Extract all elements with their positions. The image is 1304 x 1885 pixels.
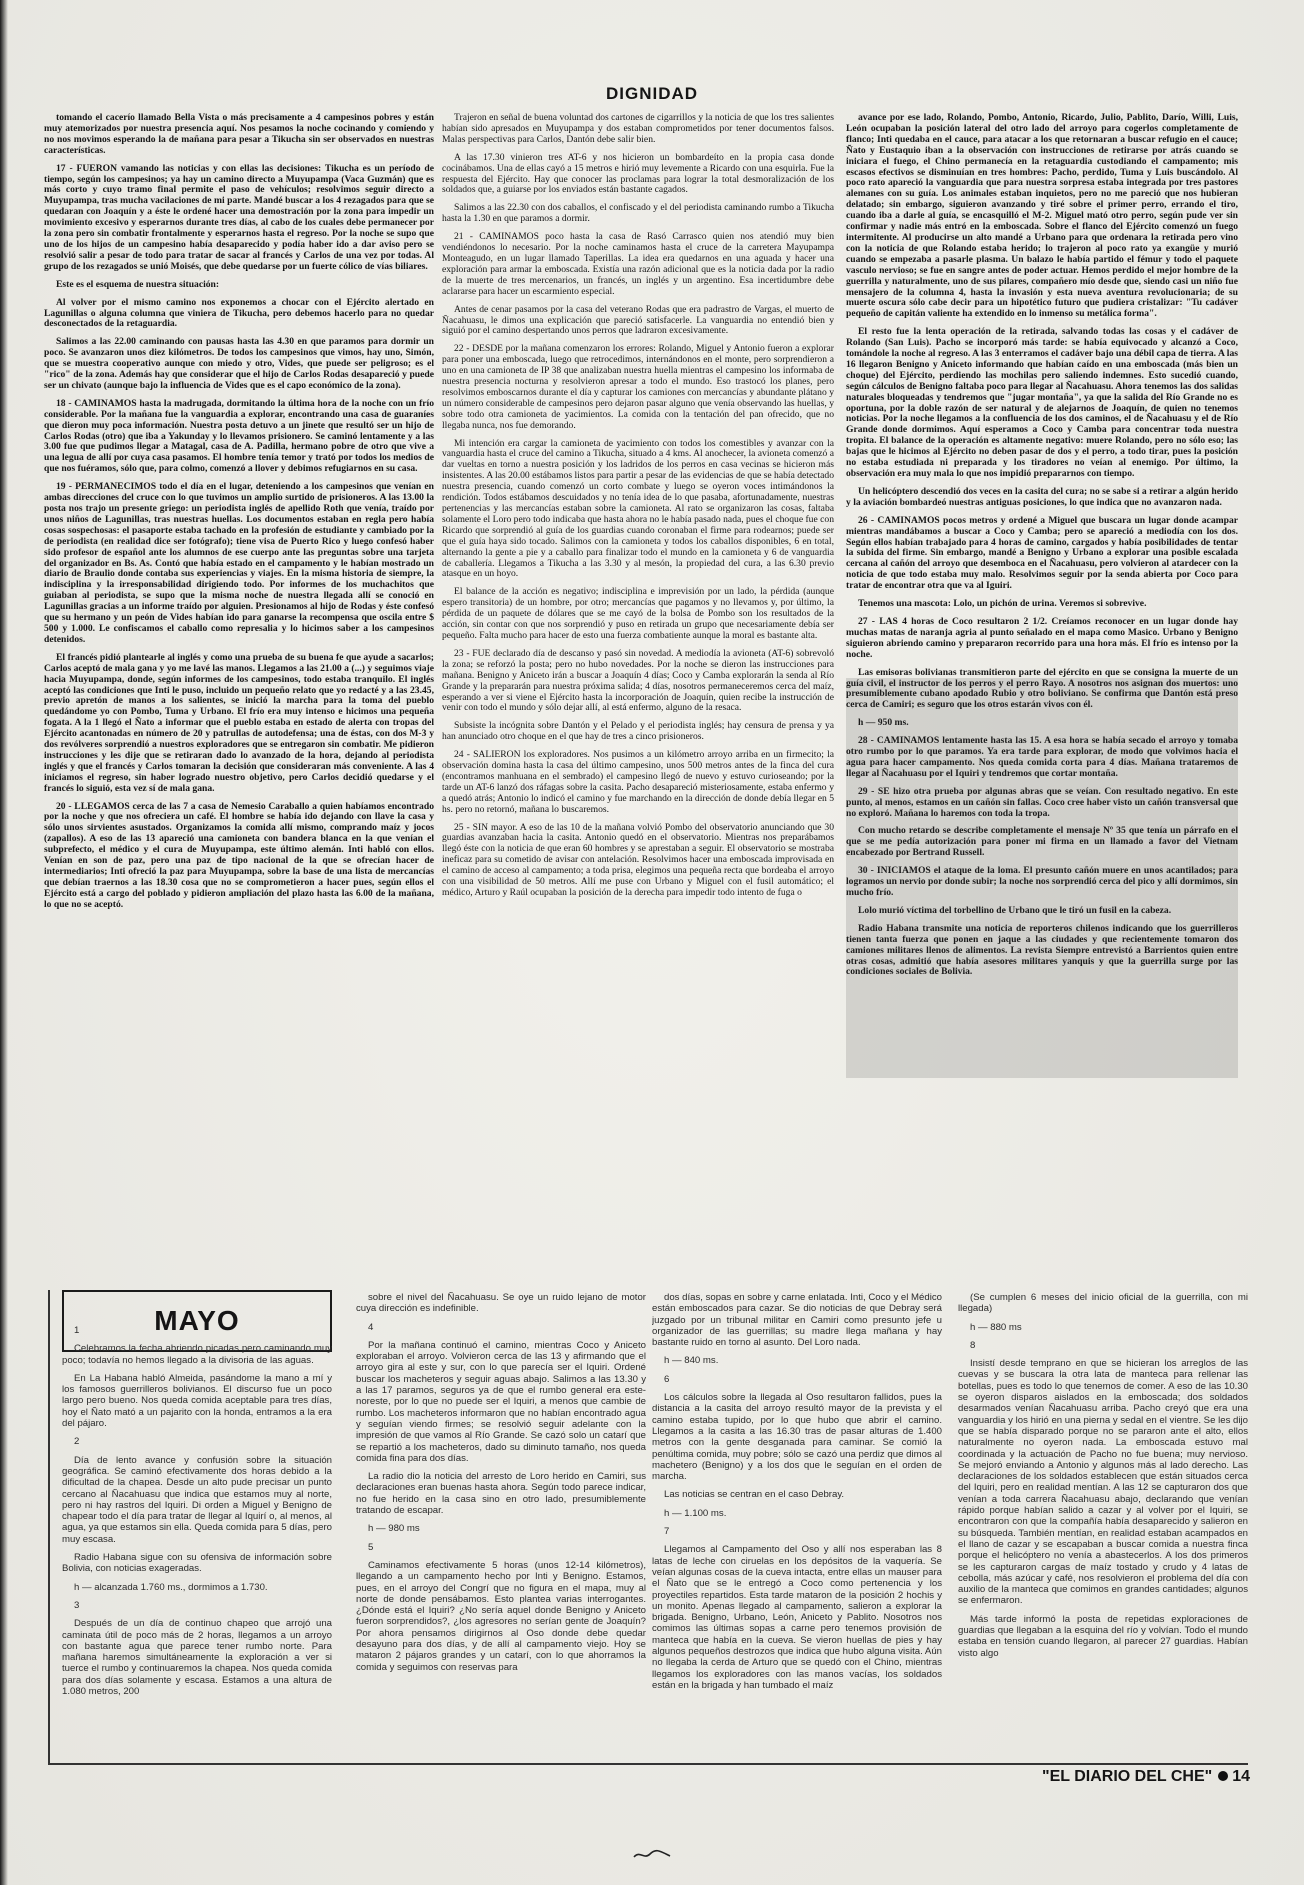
month-heading-mayo: MAYO — [62, 1290, 332, 1352]
paragraph: 20 - LLEGAMOS cerca de las 7 a casa de Nemesio Caraballo a quien habíamos encontrado por la noche y que nos ofreciera un café. El hombre se había ido dejando con llave la casa y sólo unos sirvientes asustados. Organizamos la comida allí mismo, comprando maíz y jocos (zapallos). A eso de las 13 apareció una camioneta con bandera blanca en la que venían el subprefecto, el médico y el cura de Muyupampa, este último alemán. Inti habló con ellos. Venían en son de paz, pero una paz de tipo nacional de la que se ofrecían hacer de intermediarios; Inti ofreció la paz para Muyupampa, sobre la base de una lista de mercancías que debían traernos a las 18.30 cosa que no se comprometieron a hacer pues, según ellos el Ejército está a cargo del poblado y pidieron ampliación del plazo hasta las 6.00 de la mañana, lo que no se aceptó. — [44, 800, 434, 910]
day-number: 6 — [664, 1373, 670, 1385]
day-number: 3 — [74, 1599, 80, 1611]
day-number: 7 — [664, 1526, 670, 1538]
paragraph: Los cálculos sobre la llegada al Oso resultaron fallidos, pues la distancia a la casita del arroyo resultó mayor de la prevista y el camino estaba tupido, por lo que hubo que abrir el camino. Llegamos a la casita a las 16.30 tras de pasar alturas de 1.400 metros con la gente desganada para caminar. Se comió la penúltima comida, muy pobre; sólo se cazó una perdiz que dimos al machetero (Benigno) y a los dos que le seguían en el orden de marcha. — [652, 1392, 942, 1483]
paragraph: tomando el cacerío llamado Bella Vista o más precisamente a 4 campesinos pobres y están muy atemorizados por nuestra presencia aquí. Nos pesamos la noche cocinando y comiendo y no nos movimos esperando la de mañana para pesar a Tikucha sin ser observados en nuestras características. — [44, 113, 434, 156]
paragraph: Al volver por el mismo camino nos exponemos a chocar con el Ejército alertado en Lagunillas o alguna columna que viniera de Tikucha, pero debemos hacerlo para no quedar desconectados de la retaguardia. — [44, 296, 434, 330]
paragraph: 21 - CAMINAMOS poco hasta la casa de Rasó Carrasco quien nos atendió muy bien vendiéndonos lo necesario. Por la noche caminamos hasta el cruce de la carretera Mayupampa Monteagudo, en un lugar llamado Taperillas. La idea era quedarnos en una aguada y hacer una exploración para armar la emboscada. Existía una razón adicional que es la noticia dada por la radio de la muerte de tres mercenarios, un francés, un inglés y un argentino. Esa incertidumbre debe aclararse para hacer un escarmiento especial. — [442, 231, 834, 297]
bullet-icon — [1218, 1771, 1228, 1781]
day-number: 8 — [970, 1339, 976, 1351]
paragraph: Un helicóptero descendió dos veces en la casita del cura; no se sabe si a retirar a algún herido y la aviación bombardeó nuestras antiguas posiciones, lo que indica que no avanzaron nada. — [846, 485, 1238, 508]
paragraph: Radio Habana sigue con su ofensiva de información sobre Bolivia, con noticias exageradas. — [62, 1552, 332, 1575]
paragraph: Día de lento avance y confusión sobre la situación geográfica. Se caminó efectivamente dos horas debido a la dificultad de la chapea. Desde un alto pude precisar un punto cercano al Ñacahuasu que indica que estamos muy al norte, pero ni hay rastros del Iquiri. Di orden a Miguel y Benigno de chapear todo el día para tratar de llegar al Iquirí o, al menos, al agua, ya que estamos sin ella. Queda comida para 5 días, pero muy escasa. — [62, 1454, 332, 1545]
page-header-title: DIGNIDAD — [605, 84, 699, 103]
paragraph: 23 - FUE declarado día de descanso y pasó sin novedad. A mediodía la avioneta (AT-6) sobrevoló la zona; se reforzó la posta; pero no hubo novedades. Por la noche se dieron las instrucciones para mañana. Benigno y Aniceto irán a buscar a Joaquín 4 días; Coco y Camba explorarán la senda al Río Grande y la prepararán para nuestra próxima salida; 4 días, nosotros permaneceremos cerca del maíz, esperando a ver si viene el Ejército hasta la incorporación de Joaquín, quien recibe la instrucción de venir con todo el mundo y sólo dejar allí, al está enfermo, alguno de la resaca. — [442, 647, 834, 714]
paragraph: Salimos a las 22.00 caminando con pausas hasta las 4.30 en que paramos para dormir un poco. Se avanzaron unos diez kilómetros. De todos los campesinos que vimos, hay uno, Simón, que se muestra cooperativo aunque con miedo y otro, Vides, que puede ser peligroso; es el "rico" de la zona. Además hay que considerar que el hijo de Carlos Rodas desapareció y puede ser un chivato (aunque bajo la influencia de Vides que es el capo económico de la zona). — [44, 336, 434, 391]
paragraph: Con mucho retardo se describe completamente el mensaje Nº 35 que tenía un párrafo en el que se me pedía autorización para poner mi firma en un llamado a favor del Vietnam encabezado por Bertrand Russell. — [846, 825, 1238, 859]
may-column-3 — [652, 1292, 942, 1762]
paragraph: h — alcanzada 1.760 ms., dormimos a 1.730. — [74, 1581, 268, 1593]
paragraph: Salimos a las 22.30 con dos caballos, el confiscado y el del periodista caminando rumbo a Tikucha hasta la 1.30 en que paramos a dormir. — [442, 202, 834, 225]
article-column-2 — [442, 113, 834, 1268]
paragraph: Insistí desde temprano en que se hicieran los arreglos de las cuevas y se buscara la otra lata de manteca para rellenar las botellas, pues es todo lo que tenemos de comer. A eso de las 10.30 se oyeron disparos aislados en la emboscada; dos soldados desarmados venían Ñacahuasu arriba. Pacho creyó que era una vanguardia y los hirió en una pierna y sedal en el vientre. Se les dijo que se había disparado porque no se pararon ante el alto, ellos naturalmente no oyeron nada. La emboscada estuvo mal coordinada y la actuación de Pacho no fue buena; muy nervioso. Se mejoró enviando a Antonio y algunos más al lado derecho. Las declaraciones de los soldados establecen que están situados cerca del Iquiri, pero en realidad mentían. A las 12 se capturaron dos que venían a toda carrera Ñacahuasu abajo, declarando que venían rápido porque habían salido a cazar y al volver por el Iquiri, se encontraron con que la compañía había desaparecido y salieron en su búsqueda. También mentían, en realidad estaban acampados en el llano de cazar y se escapaban a buscar comida a nuestra finca porque el helicóptero no venía a abastecerlos. A los dos primeros se les capturaron cargas de maíz tostado y crudo y 4 latas de cebolla, más azúcar y café, nos resolvieron el problema del día con auxilio de la manteca que comimos en grandes cantidades; algunos se enfermaron. — [958, 1358, 1248, 1607]
paragraph: h — 840 ms. — [664, 1355, 719, 1367]
paragraph: A las 17.30 vinieron tres AT-6 y nos hicieron un bombardeíto en la propia casa donde cocinábamos. Una de ellas cayó a 15 metros e hirió muy levemente a Ricardo con una esquirla. Fue la respuesta del Ejército. Hay que conocer las proclamas para lograr la total desmoralización de los soldados que, a guiarse por los enviados están bastante cagados. — [442, 151, 834, 196]
paragraph: h — 980 ms — [368, 1523, 420, 1535]
paragraph: 18 - CAMINAMOS hasta la madrugada, dormitando la última hora de la noche con un frío considerable. Por la mañana fue la vanguardia a explorar, encontrando una casa de guaraníes que dieron muy poca información. Nuestra posta detuvo a un jinete que resultó ser un hijo de Carlos Rodas (otro) que iba a Yakunday y lo llevamos prisionero. Se caminó lentamente y a las 3.00 fue que pudimos llegar a Matagal, casa de A. Padilla, hermano pobre de otro que vive a una legua de allí por cuya casa pasamos. El hombre tenía temor y trató por todos los medios de que nos fuéramos, sólo que, para colmo, comenzó a llover y debimos refugiarnos en su casa. — [44, 397, 434, 475]
paragraph: avance por ese lado, Rolando, Pombo, Antonio, Ricardo, Julio, Pablito, Darío, Willi, Luis, León ocupaban la posición lateral del otro lado del arroyo para cogerlos completamente de flanco; Inti quedaba en el cauce, para atacar a los que retornaran a buscar refugio en el cauce; Ñato y Eustaquio iban a la observación con instrucciones de retirarse por atrás cuando se iniciara el fuego, el Chino permanecía en la retaguardia custodiando el campamento; mis escasos efectivos se disminuían en tres hombres: Pacho, perdido, Tuma y Luis buscándolo. Al poco rato apareció la vanguardia que para nuestra sorpresa estaba integrada por tres pastores alemanes con su guía. Los animales estaban inquietos, pero no me pareció que nos hubieran delatado; sin embargo, siguieron avanzando y tiré sobre el primer perro, errando el tiro, cuando iba a darle al guía, se encasquilló el M-2. Miguel mató otro perro, según pude ver sin confirmar y nadie más entró en la emboscada. Sobre el flanco del Ejército comenzó un fuego intermitente. Al producirse un alto mandé a Urbano para que ordenara la retirada pero vino con la noticia de que Rolando estaba herido; lo trajeron al poco rato ya exangüe y murió cuando se empezaba a pasarle plasma. Un balazo le había partido el fémur y todo el paquete vasculo nervioso; se fue en sangre antes de poder actuar. Hemos perdido el mejor hombre de la guerrilla y naturalmente, uno de sus pilares, compañero mío desde que, siendo casi un niño fue mensajero de la columna 4, hasta la invasión y esta nueva aventura revolucionaria; de su muerte oscura sólo cabe decir para un hipotético futuro que pudiera cristalizar: "Tu cadáver pequeño de capitán valiente ha extendido en lo inmenso su metálica forma". — [846, 113, 1238, 320]
paragraph: Este es el esquema de nuestra situación: — [56, 278, 220, 290]
paragraph: sobre el nivel del Ñacahuasu. Se oye un ruido lejano de motor cuya dirección es indefinible. — [356, 1292, 646, 1315]
paragraph: h — 880 ms — [970, 1321, 1022, 1333]
article-column-3 — [846, 113, 1238, 1268]
paragraph: Radio Habana transmite una noticia de reporteros chilenos indicando que los guerrilleros tienen tanta fuerza que ponen en jaque a las ciudades y que recientemente tomaron dos camiones militares llenos de alimentos. La revista Siempre entrevistó a Barrientos quien entre otras cosas, admitió que había asesores militares yanquis y que la guerrilla surge por las condiciones sociales de Bolivia. — [846, 922, 1238, 978]
paragraph: Lolo murió víctima del torbellino de Urbano que le tiró un fusil en la cabeza. — [858, 904, 1172, 916]
paragraph: 30 - INICIAMOS el ataque de la loma. El presunto cañón muere en unos acantilados; para logramos un nervio por donde subir; la noche nos sorprendió cerca del pico y allí dormimos, sin mucho frío. — [846, 865, 1238, 898]
paragraph: 17 - FUERON vamando las noticias y con ellas las decisiones: Tikucha es un período de tiempo, según los campesinos; ya hay un camino directo a Muyupampa (Vaca Guzmán) que es más corto y cuyo tramo final permite el paso de vehículos; resolvimos seguir directo a Muyupampa, tras mucha vacilaciones de mi parte. Mandé buscar a los 4 rezagados para que se quedaran con Joaquín y a éste le ordené hacer una demostración por la zona para impedir un movimiento excesivo y esperarnos durante tres días, al cabo de los cuales debe permanecer por la zona pero sin combatir frontalmente y esperarnos hasta el regreso. Por la noche se supo que uno de los hijos de un campesino había desaparecido y podía haber ido a dar aviso pero se resolvió salir a pesar de todo para tratar de sacar al francés y Carlos de una vez por todas. Al grupo de los rezagados se unió Moisés, que debe quedarse por un fuerte cólico de vías biliares. — [44, 162, 434, 272]
paragraph: h — 950 ms. — [858, 717, 909, 729]
paragraph: Después de un día de continuo chapeo que arrojó una caminata útil de poco más de 2 horas, llegamos a un arroyo con bastante agua que parece tener rumbo norte. Para mañana haremos simultáneamente la exploración a ver si tuerce el rumbo y continuaremos la chapea. Nos queda comida para dos días solamente y escasa. Estamos a una altura de 1.080 metros, 200 — [62, 1618, 332, 1698]
paragraph: 28 - CAMINAMOS lentamente hasta las 15. A esa hora se había secado el arroyo y tomaba otro rumbo por lo que paramos. Ya era tarde para explorar, de modo que volvimos hacia el agua para hacer campamento. Nos queda comida corta para 4 días. Mañana trataremos de llegar al Ñacahuasu por el Iquiri y tendremos que cortar montaña. — [846, 735, 1238, 779]
paragraph: Más tarde informó la posta de repetidas exploraciones de guardias que llegaban a la esquina del río y volvían. Todo el mundo estaba en tensión cuando llegaron, al parecer 27 guardias. Habían visto algo — [958, 1613, 1248, 1659]
paragraph: Por la mañana continuó el camino, mientras Coco y Aniceto exploraban el arroyo. Volvieron cerca de las 13 y afirmando que el arroyo gira al este y sur, con lo que parecía ser el Iquiri. Ordené buscar los macheteros y seguir aguas abajo. Salimos a las 13.30 y a las 17 paramos, seguros ya de que el rumbo general era este-noreste, por lo que no puede ser el Iquiri, a menos que cambie de rumbo. Los macheteros informaron que no habían encontrado agua y seguían viendo firmes; se resolvió seguir adelante con la impresión de que vamos al Río Grande. Se cazó solo un catarí que se repartió a los macheteros, dado su diminuto tamaño, nos queda comida fina para dos días. — [356, 1339, 646, 1464]
paragraph: En La Habana habló Almeida, pasándome la mano a mí y los famosos guerrilleros bolivianos. El discurso fue un poco largo pero bueno. Nos queda comida aceptable para tres días, hoy el Ñato mató a un pajarito con la honda, entramos a la era del pájaro. — [62, 1372, 332, 1430]
paragraph: 27 - LAS 4 horas de Coco resultaron 2 1/2. Creíamos reconocer en un lugar donde hay muchas matas de naranja agria al punto señalado en el mapa como Masico. Urbano y Benigno siguieron abriendo camino y prepararon recorrido para una hora más. El frío es intenso por la noche. — [846, 615, 1238, 660]
paragraph: Mi intención era cargar la camioneta de yacimiento con todos los comestibles y avanzar con la vanguardia hasta el cruce del camino a Tikucha, situado a 4 kms. Al anochecer, la avioneta comenzó a dar vueltas en torno a nuestra posición y los ladridos de los perros en casa vecinas se hicieron más insistentes. A las 20.00 estábamos listos para partir a pesar de las evidencias de que se había detectado nuestra presencia, cuando comenzó un corto combate y luego se oyeron voces intimándonos la rendición. Todos estábamos descuidados y no tenía idea de lo que pasaba, afortunadamente, nuestras pertenencias y las mercancías estaban sobre la camioneta. Al rato se organizaron las cosas, faltaba solamente el Loro pero todo indicaba que hasta ahora no le había pasado nada, pues el choque fue con Ricardo que sorprendió al guía de los guardias cuando coronaban el firme para rodearnos; puede ser que el guía haya sido tocado. Salimos con la camioneta y todos los caballos disponibles, 6 en total, alternando la gente a pie y a caballo para finalizar todo el mundo en la camioneta y 6 de vanguardia de caballería. Llegamos a Tikucha a las 3.30 y al mesón, la propiedad del cura, a las 6.30 previo atasque en un hoyo. — [442, 437, 834, 580]
may-column-1 — [62, 1325, 332, 1765]
paragraph: El francés pidió plantearle al inglés y como una prueba de su buena fe que ayude a sacarlos; Carlos aceptó de mala gana y yo me lavé las manos. Llegamos a las 21.00 a (...) y seguimos viaje hacia Muyupampa, donde, según informes de los campesinos, todo estaba tranquilo. El inglés aceptó las condiciones que Inti le puso, incluido un pequeño relato que yo redacté y a las 23.45, previo apretón de manos a los salientes, se inició la marcha para la toma del pueblo quedándome yo con Pombo, Tuma y Urbano. El frío era muy intenso e hicimos una pequeña fogata. A la 1 llegó el Ñato a informar que el pueblo estaba en estado de alerta con tropas del Ejército acantonadas en número de 20 y patrullas de autodefensa; una de éstas, con dos M-3 y dos revólveres sorprendió a nuestros exploradores que se entregaron sin combatir. Me pidieron instrucciones y les dije que se retiraran dado lo avanzado de la hora, dejando al periodista inglés y que el francés y Carlos tomaran la decisión que consideraran más conveniente. A las 4 iniciamos el regreso, sin haber logrado nuestro objetivo, pero Carlos decidió quedarse y el francés lo siguió, esta vez sí de mala gana. — [44, 651, 434, 794]
article-column-1 — [44, 113, 434, 1268]
day-number: 2 — [74, 1436, 80, 1448]
paragraph: 25 - SIN mayor. A eso de las 10 de la mañana volvió Pombo del observatorio anunciando que 30 guardias avanzaban hacia la casita. Antonio quedó en el observatorio. Mientras nos preparábamos llegó éste con la noticia de que eran 60 hombres y se aprestaban a seguir. El observatorio se mostraba ineficaz para su cometido de avisar con antelación. Resolvimos hacer una emboscada improvisada en el camino de acceso al campamento; a toda prisa, elegimos una pequeña recta que bordeaba el arroyo con una visibilidad de 50 metros. Allí me puse con Urbano y Miguel con el fusil automático; el médico, Arturo y Raúl ocupaban la posición de la derecha para impedir todo intento de fuga o — [442, 821, 834, 898]
paragraph: 22 - DESDE por la mañana comenzaron los errores: Rolando, Miguel y Antonio fueron a explorar para poner una emboscada, luego que retrocedimos, internándonos en el monte, pero sorprendieron a uno en una camioneta de IP 38 que analizaban nuestra huella mientras el campesino los informaba de nuestra presencia nocturna y resolvieron apresar a todo el mundo. Eso trastocó los planes, pero resolvimos emboscarnos durante el día y capturar los camiones con mercancías y abundante plátano y un número considerable de campesinos pero dejaron pasar alguno que venía observando las huellas, y sobre todo otra camioneta de yacimientos. La comida con la tentación del pan ofrecido, que no llegaba nunca, nos fue demorando. — [442, 343, 834, 431]
paragraph: 29 - SE hizo otra prueba por algunas abras que se veían. Con resultado negativo. En este punto, al menos, estamos en un cañón sin fallas. Coco cree haber visto un cañón transversal que no exploró. Mañana lo haremos con toda la tropa. — [846, 785, 1238, 819]
day-number: 4 — [368, 1321, 374, 1333]
paragraph: Celebramos la fecha abriendo picadas pero caminando muy poco; todavía no hemos llegado a la divisoria de las aguas. — [62, 1343, 332, 1366]
paragraph: Caminamos efectivamente 5 horas (unos 12-14 kilómetros), llegando a un campamento hecho por Inti y Benigno. Estamos, pues, en el arroyo del Congrí que no figura en el mapa, muy al norte de donde pensábamos. Esto plantea varias interrogantes. ¿Dónde está el Iquiri? ¿No sería aquel donde Benigno y Aniceto fueron sorprendidos?, ¿los agresores no serían gente de Joaquín? Por ahora pensamos dirigirnos al Oso donde debe quedar desayuno para dos días, y de allí al campamento viejo. Hoy se mataron 2 pájaros grandes y un catarí, con lo que ahorramos la comida y seguimos con reservas para — [356, 1559, 646, 1673]
paragraph: h — 1.100 ms. — [664, 1507, 727, 1519]
may-column-2 — [356, 1292, 646, 1762]
page-number: 14 — [1232, 1768, 1250, 1785]
paragraph: Las emisoras bolivianas transmitieron parte del ejército en que se consigna la muerte de un guía civil, el instructor de los perros y el perro Rayo. A nosotros nos asignan dos muertos: uno presumiblemente cubano apodado Rubio y otro boliviano. Se confirma que Dantón está preso cerca de Camiri; es seguro que los otros estarán vivos con él. — [846, 666, 1238, 711]
paragraph: 24 - SALIERON los exploradores. Nos pusimos a un kilómetro arroyo arriba en un firmecito; la observación domina hasta la casa del último campesino, unos 500 metros antes de la finca del cura (encontramos manhuana en el sembrado) el campesino llegó de nuevo y estuvo curioseando; por la tarde un AT-6 lanzó dos ráfagas sobre la casita. Pacho desapareció misteriosamente, estaba enfermo y a quedó atrás; Antonio lo indicó el camino y fue marchando en la dirección de donde debía llegar en 5 hs. pero no retornó, mañana lo buscaremos. — [442, 749, 834, 815]
pen-mark-icon — [632, 1848, 672, 1862]
footer-label: "EL DIARIO DEL CHE" — [1042, 1768, 1213, 1785]
paragraph: El resto fue la lenta operación de la retirada, salvando todas las cosas y el cadáver de Rolando (San Luis). Pacho se incorporó más tarde: se había equivocado y alcanzó a Coco, tomándole la noche al regreso. A las 3 enterramos el cadáver bajo una débil capa de tierra. A las 16 llegaron Benigno y Aniceto informando que habían caído en una emboscada (más bien un choque) del Ejército, perdiendo las mochilas pero saliendo indemnes. Esto sucedió cuando, según cálculos de Benigno faltaba poco para llegar al Ñacahuasu. Ahora tenemos las dos salidas naturales bloqueadas y tendremos que "jugar montaña", ya que la salida del Río Grande no es oportuna, por la doble razón de ser natural y de alejarnos de Joaquín, de quien no tenemos noticias. Por la noche llegamos a la confluencia de los dos caminos, el de Ñacahuasu y el de Río Grande donde dormimos. Aquí esperamos a Coco y Camba para concentrar toda nuestra tropita. El balance de la operación es altamente negativo: muere Rolando, pero no sólo eso; las bajas que le hicimos al Ejército no deben pasar de dos y el perro, a todo tirar, pues la posición no estaba estudiada ni preparada y los tiradores no veían al enemigo. Por último, la observación era muy mala lo que nos impidió prepararnos con tiempo. — [846, 326, 1238, 479]
paragraph: Las noticias se centran en el caso Debray. — [664, 1489, 845, 1501]
day-number: 5 — [368, 1541, 374, 1553]
paragraph: (Se cumplen 6 meses del inicio oficial de la guerrilla, con mi llegada) — [958, 1292, 1248, 1315]
paragraph: El balance de la acción es negativo; indisciplina e imprevisión por un lado, la pérdida (aunque espero transitoria) de un hombre, por otro; mercancías que pagamos y no llevamos y, por último, la pérdida de un paquete de dólares que se me cayó de la bolsa de Pombo son los resultados de la acción, sin contar con que nos sorprendió y puso en retirada un grupo que necesariamente debía ser pequeño. Falta mucho para hacer de esto una fuerza combatiente aunque la moral es bastante alta. — [442, 586, 834, 641]
paragraph: Llegamos al Campamento del Oso y allí nos esperaban las 8 latas de leche con ciruelas en los depósitos de la vaquería. Se veían algunas cosas de la cueva intacta, entre ellas un mauser para el Ñato que se le entregó a Coco como pertenencia y los proyectiles repartidos. Esta tarde mataron de la posición 2 hochis y un monito. Apenas llegado al campamento, salieron a explorar la brigada. Benigno, Urbano, León, Aniceto y Pablito. Nosotros nos comimos las últimas sopas a carne pero tenemos provisión de manteca que había en la cueva. Se vieron huellas de pies y hay algunos pequeños destrozos que indica que hubo alguna visita. Aún no llegaba la cerda de Arturo que se quedó con el Chino, mientras llegamos los exploradores con las manos vacías, los soldados están en la brigada y han tumbado el maíz — [652, 1544, 942, 1691]
paragraph: 26 - CAMINAMOS pocos metros y ordené a Miguel que buscara un lugar donde acampar mientras mandábamos a buscar a Coco y Camba; pero se apareció a mediodía con los dos. Según ellos habían trabajado para 4 horas de camino, cargados y había posibilidades de tentar la subida del firme. Sin embargo, mandé a Benigno y Urbano a explorar una posible escalada cercana al cañón del arroyo que desemboca en el Ñacahuasu, pero volvieron al atardecer con la noticia de que todo estaba muy malo. Resolvimos seguir por la senda abierta por Coco para tratar de encontrar otra que va al Iguiri. — [846, 514, 1238, 592]
may-column-4 — [958, 1292, 1248, 1762]
paragraph: Subsiste la incógnita sobre Dantón y el Pelado y el periodista inglés; hay censura de prensa y ya han anunciado otro choque en el que hay de tres a cinco prisioneros. — [442, 720, 834, 743]
paragraph: Trajeron en señal de buena voluntad dos cartones de cigarrillos y la noticia de que los tres salientes habían sido apresados en Muyupampa y dos estaban comprometidos por tener documentos falsos. Malas perspectivas para Carlos, Dantón debe salir bien. — [442, 113, 834, 145]
page-footer — [980, 1768, 1250, 1786]
paragraph: dos días, sopas en sobre y carne enlatada. Inti, Coco y el Médico están emboscados para cazar. Se dio noticias de que Debray será juzgado por un tribunal militar en Camiri como presunto jefe u organizador de las guerrillas; su madre llega mañana y hay bastante ruido en torno al asunto. Del Loro nada. — [652, 1292, 942, 1349]
paragraph: Antes de cenar pasamos por la casa del veterano Rodas que era padrastro de Vargas, el muerto de Ñacahuasu, le dimos una explicación que pareció satisfacerle. La vanguardia no entendió bien y siguió por el camino despertando unos perros que ladraron excesivamente. — [442, 303, 834, 337]
paragraph: Tenemos una mascota: Lolo, un pichón de urina. Veremos si sobrevive. — [858, 598, 1147, 610]
day-number: 1 — [74, 1325, 80, 1336]
scan-edge-shadow — [0, 0, 8, 1885]
paragraph: 19 - PERMANECIMOS todo el día en el lugar, deteniendo a los campesinos que venían en ambas direcciones del cruce con lo que tuvimos un amplio surtido de prisioneros. A las 13.00 la posta nos trajo un presente griego: un periodista inglés de apellido Roth que venía, traído por unos niños de Lagunillas, tras nuestras huellas. Los documentos estaban en regla pero había cosas sospechosas: el pasaporte estaba tachado en la profesión de estudiante y cambiado por la de periodista (en realidad dice ser fotógrafo); tiene visa de Puerto Rico y luego confesó haber sido profesor de español ante los alumnos de ese cuerpo ante las preguntas sobre una tarjeta del organizador en Bs. As. Contó que había estado en el campamento y le habían mostrado un diario de Braulio donde contaba sus experiencias y viajes. En la misma historia de siempre, la indisciplina y la irresponsabilidad dirigiendo todo. Por informes de los muchachitos que guiaban al periodista, se supo que la misma noche de nuestra llegada allí se conoció en Lagunillas gracias a un informe traído por alguien. Presionamos al hijo de Rodas y éste confesó que su hermano y un peón de Vides habían ido para ganarse la recompensa que oscila entre $ 500 y 1.000. Le confiscamos el caballo como represalia y lo hicimos saber a los campesinos detenidos. — [44, 481, 434, 645]
paragraph: La radio dio la noticia del arresto de Loro herido en Camiri, sus declaraciones eran buenas hasta ahora. Según todo parece indicar, no fue herido en la casa sino en otro lado, presumiblemente tratando de escapar. — [356, 1471, 646, 1517]
